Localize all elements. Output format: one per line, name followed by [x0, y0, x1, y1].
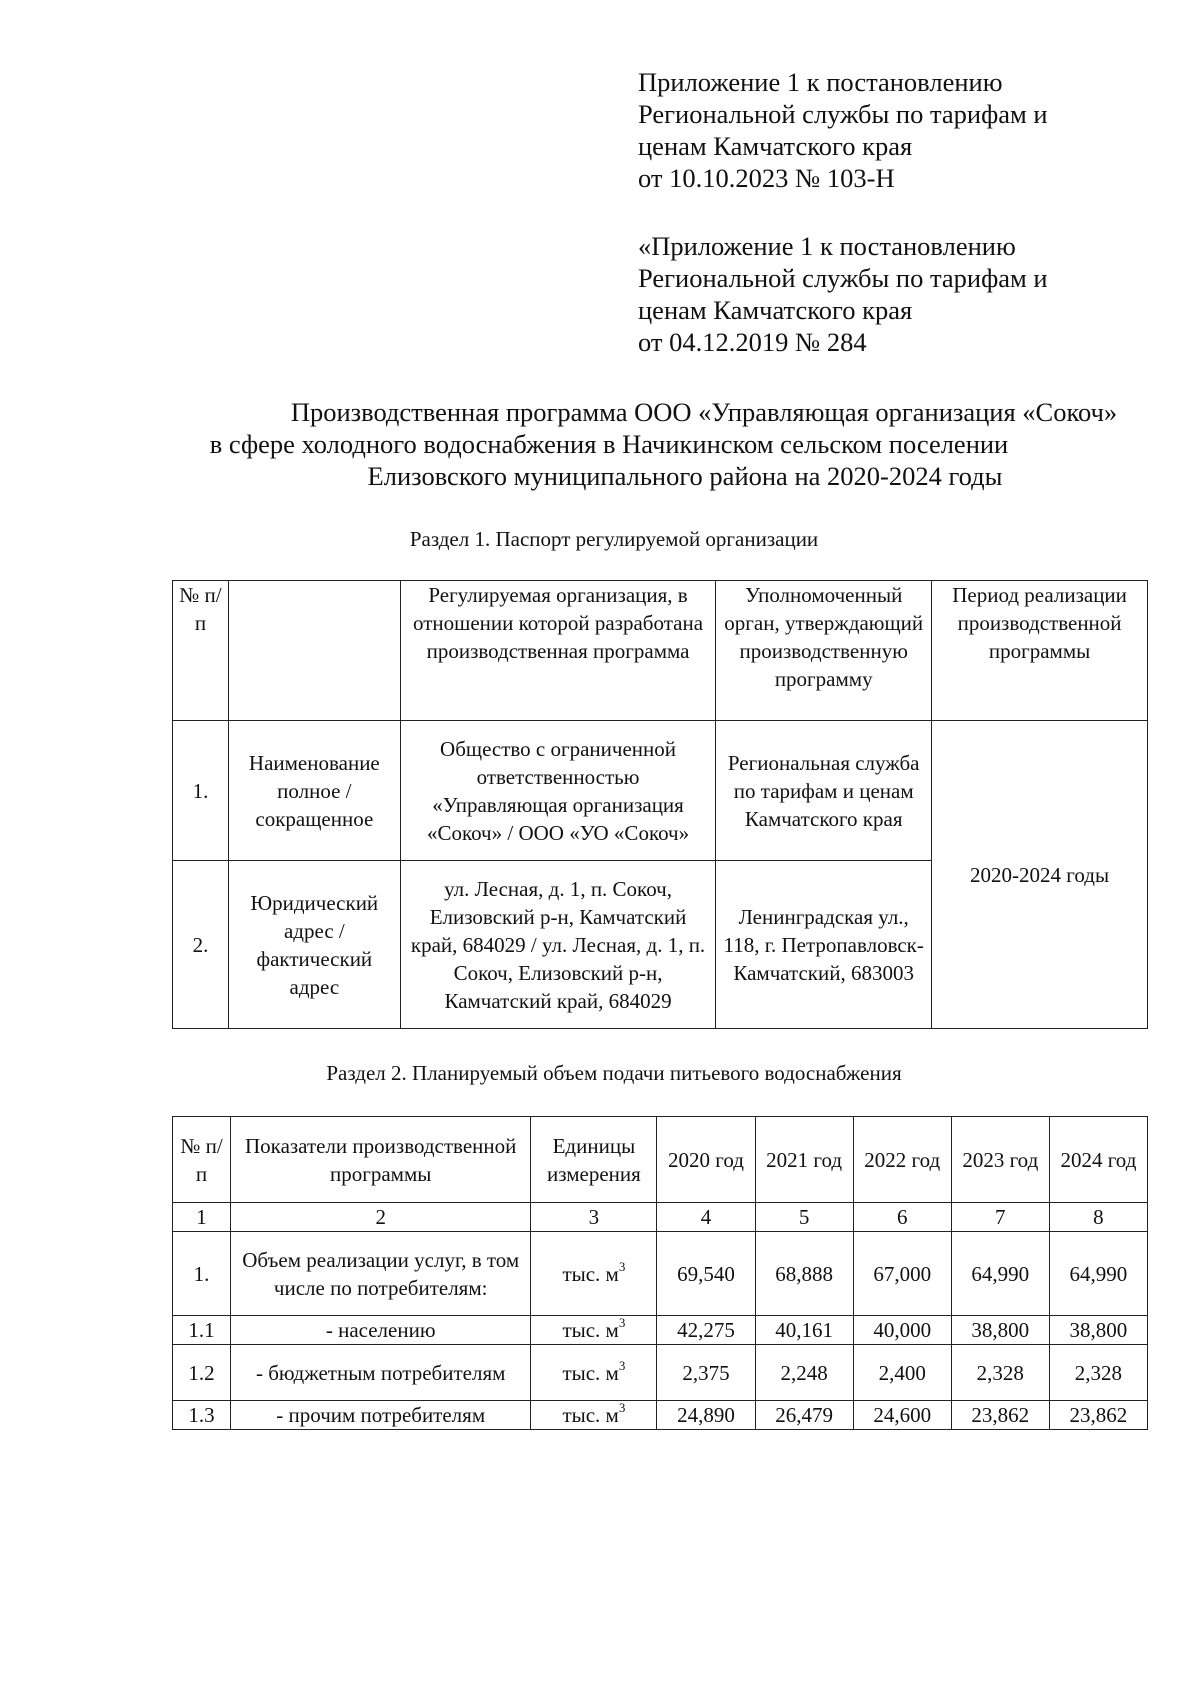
table-row: [173, 1316, 1148, 1345]
t1-header-authority: Уполномоченный орган, утверждающий производственную программу: [716, 581, 932, 721]
table-row: [173, 1232, 1148, 1316]
value-2020: 24,890: [657, 1401, 755, 1430]
appendix-previous-line1: «Приложение 1 к постановлению: [638, 231, 1016, 261]
t2-header-2023: 2023 год: [951, 1117, 1049, 1203]
row-unit: тыс. $м^3$: [531, 1232, 657, 1316]
t1-row2-label: Юридический адрес / фактический адрес: [228, 861, 400, 1029]
value-2024: 38,800: [1049, 1316, 1147, 1345]
value-2020: 42,275: [657, 1316, 755, 1345]
t1-row2-authority: Ленинградская ул., 118, г. Петропавловск-Камчатский, 683003: [716, 861, 932, 1029]
col-number: 5: [755, 1203, 853, 1232]
t1-row2-num: 2.: [173, 861, 229, 1029]
table-row: [173, 1401, 1148, 1430]
row-indicator: Объем реализации услуг, в том числе по потребителям:: [231, 1232, 531, 1316]
col-number: 3: [531, 1203, 657, 1232]
t2-header-2021: 2021 год: [755, 1117, 853, 1203]
value-2023: 64,990: [951, 1232, 1049, 1316]
row-indicator: - населению: [231, 1316, 531, 1345]
table-row: [173, 721, 1148, 861]
col-number: 2: [231, 1203, 531, 1232]
value-2023: 2,328: [951, 1345, 1049, 1401]
row-num: 1.1: [173, 1316, 231, 1345]
row-num: 1.2: [173, 1345, 231, 1401]
t1-header-organization: Регулируемая организация, в отношении которой разработана производственная программа: [400, 581, 715, 721]
col-number: 6: [853, 1203, 951, 1232]
row-unit: тыс. $м^3$: [531, 1401, 657, 1430]
col-number: 4: [657, 1203, 755, 1232]
row-unit: тыс. $м^3$: [531, 1316, 657, 1345]
row-unit: тыс. $м^3$: [531, 1345, 657, 1401]
col-number: 1: [173, 1203, 231, 1232]
value-2024: 23,862: [1049, 1401, 1147, 1430]
t1-row1-label: Наименование полное / сокращенное: [228, 721, 400, 861]
water-supply-volume-table: [172, 1116, 1148, 1430]
section2-caption: Раздел 2. Планируемый объем подачи питьевого водоснабжения: [326, 1061, 902, 1085]
col-number: 8: [1049, 1203, 1147, 1232]
appendix-current-line4: от 10.10.2023 № 103-Н: [638, 163, 895, 193]
title-line2: в сфере холодного водоснабжения в Начикинском сельском поселении: [209, 429, 1009, 459]
value-2020: 69,540: [657, 1232, 755, 1316]
row-indicator: - бюджетным потребителям: [231, 1345, 531, 1401]
organization-passport-table: [172, 580, 1148, 1029]
value-2021: 40,161: [755, 1316, 853, 1345]
t1-period-value: 2020-2024 годы: [932, 721, 1148, 1029]
value-2021: 68,888: [755, 1232, 853, 1316]
appendix-previous-line4: от 04.12.2019 № 284: [638, 327, 867, 357]
t2-header-2024: 2024 год: [1049, 1117, 1147, 1203]
column-number-row: [173, 1203, 1148, 1232]
appendix-current-line3: ценам Камчатского края: [638, 131, 913, 161]
value-2020: 2,375: [657, 1345, 755, 1401]
t1-header-period: Период реализации производственной программы: [932, 581, 1148, 721]
value-2024: 2,328: [1049, 1345, 1147, 1401]
value-2023: 38,800: [951, 1316, 1049, 1345]
appendix-previous-line3: ценам Камчатского края: [638, 295, 913, 325]
value-2024: 64,990: [1049, 1232, 1147, 1316]
table-row: [173, 1345, 1148, 1401]
value-2021: 26,479: [755, 1401, 853, 1430]
t1-header-num: № п/п: [173, 581, 229, 721]
t2-header-2020: 2020 год: [657, 1117, 755, 1203]
appendix-previous-line2: Региональной службы по тарифам и: [638, 263, 1048, 293]
t1-row1-num: 1.: [173, 721, 229, 861]
appendix-current-reference: [638, 66, 1158, 194]
t1-header-blank: [228, 581, 400, 721]
t1-row2-organization: ул. Лесная, д. 1, п. Сокоч, Елизовский р-н, Камчатский край, 684029 / ул. Лесная, д. 1, п. Сокоч, Елизовский р-н, Камчатский край, 684029: [400, 861, 715, 1029]
row-indicator: - прочим потребителям: [231, 1401, 531, 1430]
col-number: 7: [951, 1203, 1049, 1232]
appendix-previous-reference: [638, 230, 1158, 358]
title-line3: Елизовского муниципального района на 2020-2024 годы: [367, 461, 1003, 491]
value-2022: 40,000: [853, 1316, 951, 1345]
t2-header-2022: 2022 год: [853, 1117, 951, 1203]
value-2021: 2,248: [755, 1345, 853, 1401]
t2-header-indicator: Показатели производственной программы: [231, 1117, 531, 1203]
appendix-current-line1: Приложение 1 к постановлению: [638, 67, 1003, 97]
value-2023: 23,862: [951, 1401, 1049, 1430]
t1-row1-organization: Общество с ограниченной ответственностью «Управляющая организация «Сокоч» / ООО «УО «Сокоч»: [400, 721, 715, 861]
t1-row1-authority: Региональная служба по тарифам и ценам Камчатского края: [716, 721, 932, 861]
value-2022: 24,600: [853, 1401, 951, 1430]
t2-header-num: № п/п: [173, 1117, 231, 1203]
row-num: 1.3: [173, 1401, 231, 1430]
section1-caption: Раздел 1. Паспорт регулируемой организации: [409, 527, 819, 551]
value-2022: 2,400: [853, 1345, 951, 1401]
title-line1: Производственная программа ООО «Управляющая организация «Сокоч»: [290, 397, 1118, 427]
value-2022: 67,000: [853, 1232, 951, 1316]
appendix-current-line2: Региональной службы по тарифам и: [638, 99, 1048, 129]
document-title: [150, 396, 1150, 492]
row-num: 1.: [173, 1232, 231, 1316]
t2-header-unit: Единицы измерения: [531, 1117, 657, 1203]
